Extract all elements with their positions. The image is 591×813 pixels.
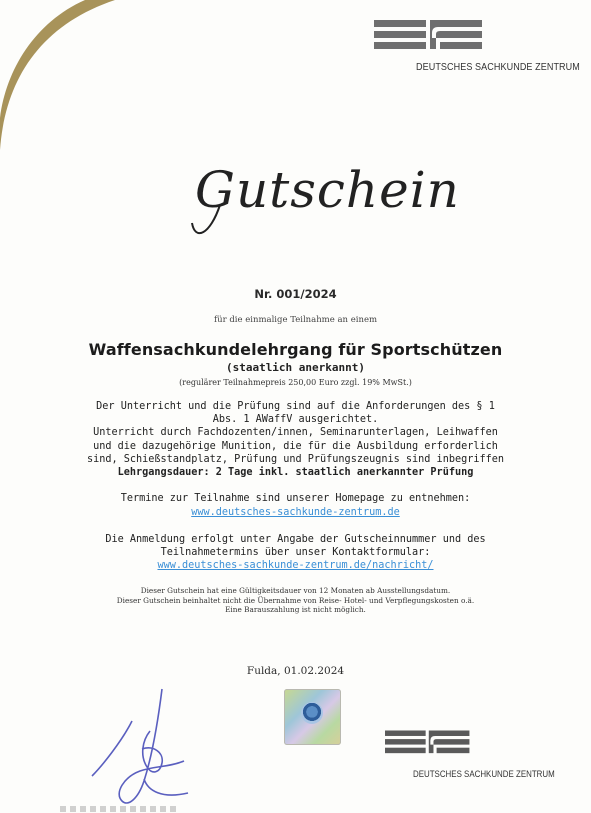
- header-logo: [372, 18, 587, 73]
- seal-disc: [301, 702, 323, 724]
- contact-form-link[interactable]: www.deutsches-sachkunde-zentrum.de/nachricht/: [157, 560, 434, 571]
- title-script-text: Gutschein: [195, 161, 460, 219]
- description-line-1: Der Unterricht und die Prüfung sind auf die Anforderungen des § 1 Abs. 1 AWaffV ausgerichtet.: [96, 401, 495, 426]
- anmeldung-section: [0, 533, 591, 572]
- price-note: (regulärer Teilnahmepreis 250,00 Euro zzgl. 19% MwSt.): [179, 378, 412, 387]
- fine-print-no-cash: Eine Barauszahlung ist nicht möglich.: [225, 605, 366, 615]
- footer-logo-text: DEUTSCHES SACHKUNDE ZENTRUM: [413, 769, 555, 779]
- termine-text: Termine zur Teilnahme sind unserer Homepage zu entnehmen:: [120, 493, 471, 504]
- fine-print-costs: Dieser Gutschein beinhaltet nicht die Übernahme von Reise- Hotel- und Verpflegungskosten o.ä.: [116, 595, 475, 605]
- course-title: Waffensachkundelehrgang für Sportschützen: [88, 340, 503, 359]
- course-duration: Lehrgangsdauer: 2 Tage inkl. staatlich anerkannter Prüfung: [117, 467, 474, 479]
- title-script-gutschein: [190, 145, 460, 245]
- fine-print-validity: Dieser Gutschein hat eine Gültigkeitsdauer von 12 Monaten ab Ausstellungsdatum.: [140, 586, 451, 595]
- voucher-number: Nr. 001/2024: [254, 287, 337, 301]
- corner-arc-ornament: [0, 0, 120, 150]
- course-description: [0, 400, 591, 479]
- header-logo-text: DEUTSCHES SACHKUNDE ZENTRUM: [416, 61, 580, 73]
- bottom-edge-mark: [60, 806, 180, 812]
- termine-section: [0, 492, 591, 520]
- hologram-seal-icon: [284, 689, 341, 745]
- fine-print: [0, 586, 591, 615]
- place-date: Fulda, 01.02.2024: [246, 665, 345, 677]
- homepage-link[interactable]: www.deutsches-sachkunde-zentrum.de: [191, 507, 400, 518]
- footer-logo: [385, 728, 555, 779]
- description-line-2: Unterricht durch Fachdozenten/innen, Seminarunterlagen, Leihwaffen und die dazugehörige Munition, die für die Ausbildung erforderlich sind, Schießstandplatz, Prüfung und Prüfungszeugnis sind inbegriffen: [86, 427, 505, 465]
- dsz-logo-icon: [374, 18, 484, 54]
- course-subtitle: (staatlich anerkannt): [225, 361, 366, 374]
- anmeldung-text: Die Anmeldung erfolgt unter Angabe der Gutscheinnummer und des Teilnahmetermins über unser Kontaktformular:: [105, 534, 486, 558]
- dsz-logo-icon: [385, 728, 471, 758]
- voucher-intro: für die einmalige Teilnahme an einem: [213, 315, 378, 325]
- signature: [92, 681, 202, 811]
